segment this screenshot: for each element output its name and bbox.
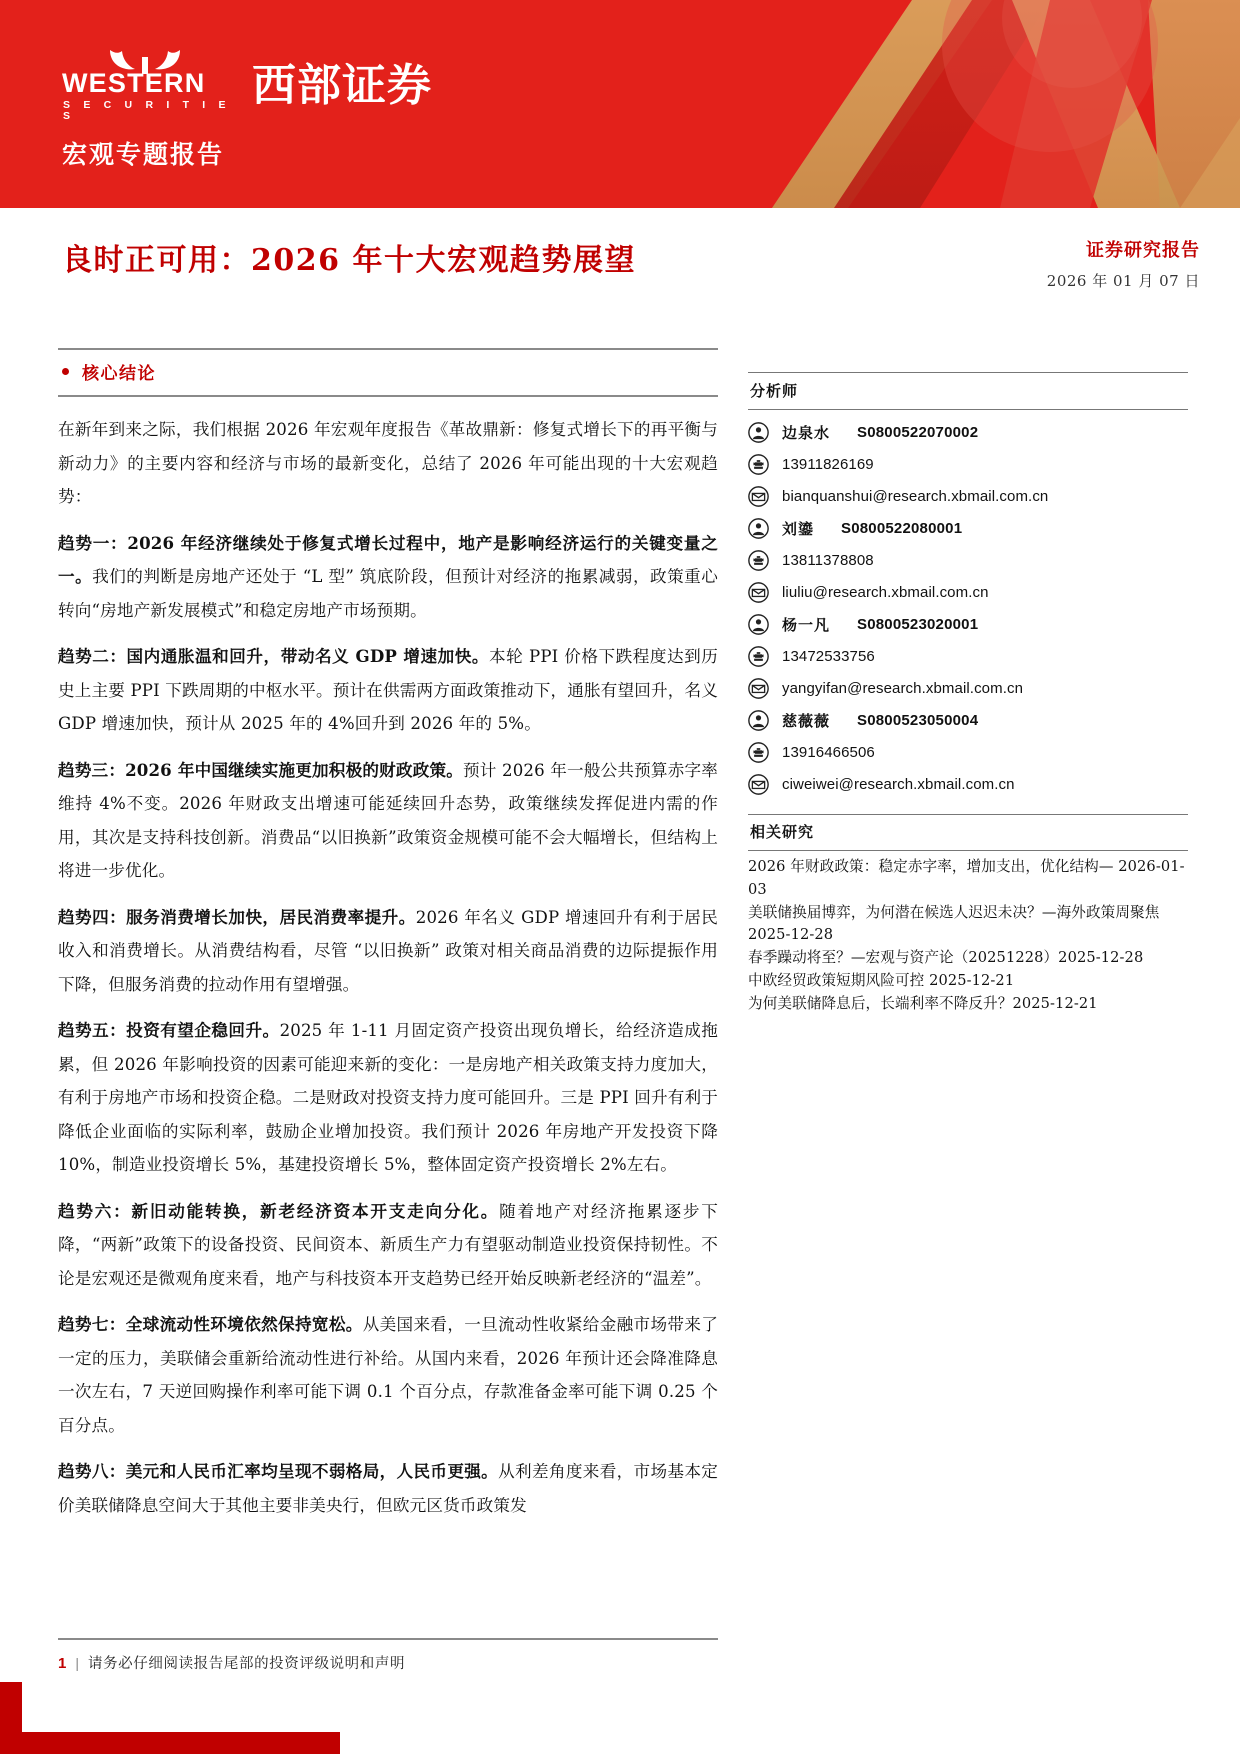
paragraph-rest: 从美国来看，一旦流动性收紧给金融市场带来了一定的压力，美联储会重新给流动性进行补给。从国内来看，2026 年预计还会降准降息一次左右，7 天逆回购操作利率可能下调 0.1 个百分点，存款准备金率可能下调 0.25 个百分点。	[58, 1315, 718, 1435]
analyst-name-row	[748, 704, 1188, 736]
analyst-phone-row	[748, 544, 1188, 576]
corner-accent-horizontal	[0, 1732, 340, 1754]
footer	[58, 1652, 405, 1673]
paragraph-lead: 趋势六：新旧动能转换，新老经济资本开支走向分化。	[58, 1200, 500, 1221]
paragraph-lead: 趋势三：2026 年中国继续实施更加积极的财政政策。	[58, 759, 463, 780]
envelope-icon	[748, 774, 769, 795]
paragraph-intro	[58, 413, 718, 514]
analyst-email: ciweiwei@research.xbmail.com.cn	[782, 775, 1015, 793]
analyst-name-row	[748, 416, 1188, 448]
analyst-license-code: S0800522070002	[857, 423, 979, 441]
analyst-email: liuliu@research.xbmail.com.cn	[782, 583, 989, 601]
logo-mark	[62, 48, 238, 122]
person-icon	[748, 422, 769, 443]
company-logo	[62, 48, 432, 122]
footer-disclaimer: 请务必仔细阅读报告尾部的投资评级说明和声明	[87, 1656, 406, 1672]
main-content-column	[58, 348, 718, 1535]
logo-securities-text: S E C U R I T I E S	[63, 99, 231, 122]
paragraph-lead: 趋势七：全球流动性环境依然保持宽松。	[58, 1314, 363, 1335]
related-research-heading: 相关研究	[750, 823, 815, 841]
phone-icon	[748, 646, 769, 667]
related-research-item[interactable]: 春季躁动将至？—宏观与资产论（20251228）2025-12-28	[748, 949, 1144, 967]
paragraph-rest: 2026 年名义 GDP 增速回升有利于居民收入和消费增长。从消费结构看，尽管 “以旧换新” 政策对相关商品消费的边际提振作用下降，但服务消费的拉动作用有望增强。	[58, 907, 719, 994]
analyst-name-row	[748, 608, 1188, 640]
analyst-email-row	[748, 672, 1188, 704]
sidebar	[748, 372, 1188, 1015]
envelope-icon	[748, 582, 769, 603]
paragraph-lead: 趋势一：2026 年经济继续处于修复式增长过程中，地产是影响经济运行的关键变量之一。	[58, 532, 718, 587]
header-banner	[0, 0, 1240, 208]
paragraph-lead: 趋势四：服务消费增长加快，居民消费率提升。	[58, 906, 416, 927]
paragraph-trend-6	[58, 1195, 718, 1296]
related-research-item[interactable]: 2026 年财政政策：稳定赤字率，增加支出，优化结构— 2026-01-03	[748, 858, 1185, 898]
paragraph-rest: 我们的判断是房地产还处于 “L 型” 筑底阶段，但预计对经济的拖累减弱，政策重心转向“房地产新发展模式”和稳定房地产市场预期。	[58, 567, 718, 620]
logo-western-text: WESTERN	[62, 68, 206, 98]
analyst-license-code: S0800523050004	[857, 711, 979, 729]
footer-rule	[58, 1638, 718, 1640]
core-conclusion-body	[58, 413, 718, 1522]
paragraph-rest: 预计 2026 年一般公共预算赤字率维持 4%不变。2026 年财政支出增速可能延续回升态势，政策继续发挥促进内需的作用，其次是支持科技创新。消费品“以旧换新”政策资金规模可能不会大幅增长，但结构上将进一步优化。	[58, 760, 718, 881]
paragraph-rest: 本轮 PPI 价格下跌程度达到历史上主要 PPI 下跌周期的中枢水平。预计在供需两方面政策推动下，通胀有望回升，名义 GDP 增速加快，预计从 2025 年的 4%回升到 2026 年的 5%。	[58, 647, 718, 734]
phone-icon	[748, 742, 769, 763]
analyst-name: 刘鎏	[782, 519, 815, 538]
paragraph-trend-1	[58, 527, 718, 628]
paragraph-rest: 2025 年 1-11 月固定资产投资出现负增长，给经济造成拖累，但 2026 年影响投资的因素可能迎来新的变化：一是房地产相关政策支持力度加大，有利于房地产市场和投资企稳。二是财政对投资支持力度可能回升。三是 PPI 回升有利于降低企业面临的实际利率，鼓励企业增加投资。我们预计 2026 年房地产开发投资下降 10%，制造业投资增长 5%，基建投资增长 5%，整体固定资产投资增长 2%左右。	[58, 1021, 718, 1175]
page-number: 1	[58, 1655, 67, 1672]
paragraph-trend-4	[58, 901, 718, 1002]
core-conclusion-heading	[58, 350, 718, 389]
paragraph-lead: 趋势五：投资有望企稳回升。	[58, 1020, 280, 1041]
analyst-email: yangyifan@research.xbmail.com.cn	[782, 679, 1024, 697]
report-category: 宏观专题报告	[62, 140, 225, 169]
report-date: 2026 年 01 月 07 日	[1046, 272, 1200, 290]
analyst-name: 杨一凡	[782, 615, 831, 634]
analyst-phone-row	[748, 448, 1188, 480]
paragraph-rest: 随着地产对经济拖累逐步下降，“两新”政策下的设备投资、民间资本、新质生产力有望驱动制造业投资保持韧性。不论是宏观还是微观角度来看，地产与科技资本开支趋势已经开始反映新老经济的“温差”。	[58, 1201, 718, 1288]
envelope-icon	[748, 678, 769, 699]
analyst-email-row	[748, 768, 1188, 800]
analyst-phone: 13811378808	[782, 551, 874, 569]
analyst-phone: 13916466506	[782, 743, 875, 761]
paragraph-trend-5	[58, 1014, 718, 1182]
person-icon	[748, 614, 769, 635]
related-research-item[interactable]: 为何美联储降息后，长端利率不降反升？2025-12-21	[748, 994, 1098, 1012]
paragraph-trend-3	[58, 754, 718, 888]
paragraph-trend-8	[58, 1455, 718, 1522]
footer-separator: |	[75, 1655, 79, 1671]
analyst-phone-row	[748, 640, 1188, 672]
title-row	[0, 208, 1240, 328]
paragraph-rest: 在新年到来之际，我们根据 2026 年宏观年度报告《革故鼎新：修复式增长下的再平衡与新动力》的主要内容和经济与市场的最新变化，总结了 2026 年可能出现的十大宏观趋势：	[58, 420, 718, 507]
analyst-email-row	[748, 576, 1188, 608]
related-research-item[interactable]: 中欧经贸政策短期风险可控 2025-12-21	[748, 971, 1015, 989]
analyst-phone: 13911826169	[782, 455, 874, 473]
analyst-email-row	[748, 480, 1188, 512]
report-kind-label: 证券研究报告	[1086, 240, 1200, 261]
envelope-icon	[748, 486, 769, 507]
section-heading-label: 核心结论	[82, 364, 156, 384]
paragraph-rest: 从利差角度来看，市场基本定价美联储降息空间大于其他主要非美央行，但欧元区货币政策发	[58, 1462, 718, 1515]
analyst-name: 边泉水	[782, 423, 831, 442]
person-icon	[748, 710, 769, 731]
related-research-list	[748, 851, 1188, 1015]
analyst-name-row	[748, 512, 1188, 544]
phone-icon	[748, 454, 769, 475]
banner-decorative-artwork	[620, 0, 1240, 208]
sidebar-spacer	[748, 800, 1188, 814]
bullet-icon	[62, 368, 69, 375]
analyst-heading: 分析师	[750, 382, 799, 400]
analyst-license-code: S0800523020001	[857, 615, 979, 633]
person-icon	[748, 518, 769, 539]
analyst-email: bianquanshui@research.xbmail.com.cn	[782, 487, 1049, 505]
page-title: 良时正可用：2026 年十大宏观趋势展望	[62, 243, 636, 278]
analyst-name: 慈薇薇	[782, 711, 831, 730]
analyst-phone-row	[748, 736, 1188, 768]
logo-chinese-name: 西部证券	[252, 60, 432, 111]
analyst-license-code: S0800522080001	[841, 519, 963, 537]
paragraph-trend-7	[58, 1308, 718, 1442]
section-rule-bottom	[58, 395, 718, 397]
paragraph-lead: 趋势二：国内通胀温和回升，带动名义 GDP 增速加快。	[58, 646, 489, 667]
paragraph-lead: 趋势八：美元和人民币汇率均呈现不弱格局，人民币更强。	[58, 1461, 499, 1482]
analyst-list	[748, 410, 1188, 800]
paragraph-trend-2	[58, 640, 718, 741]
phone-icon	[748, 550, 769, 571]
analyst-phone: 13472533756	[782, 647, 875, 665]
related-research-item[interactable]: 美联储换届博弈，为何潜在候选人迟迟未决？—海外政策周聚焦 2025-12-28	[748, 903, 1160, 944]
